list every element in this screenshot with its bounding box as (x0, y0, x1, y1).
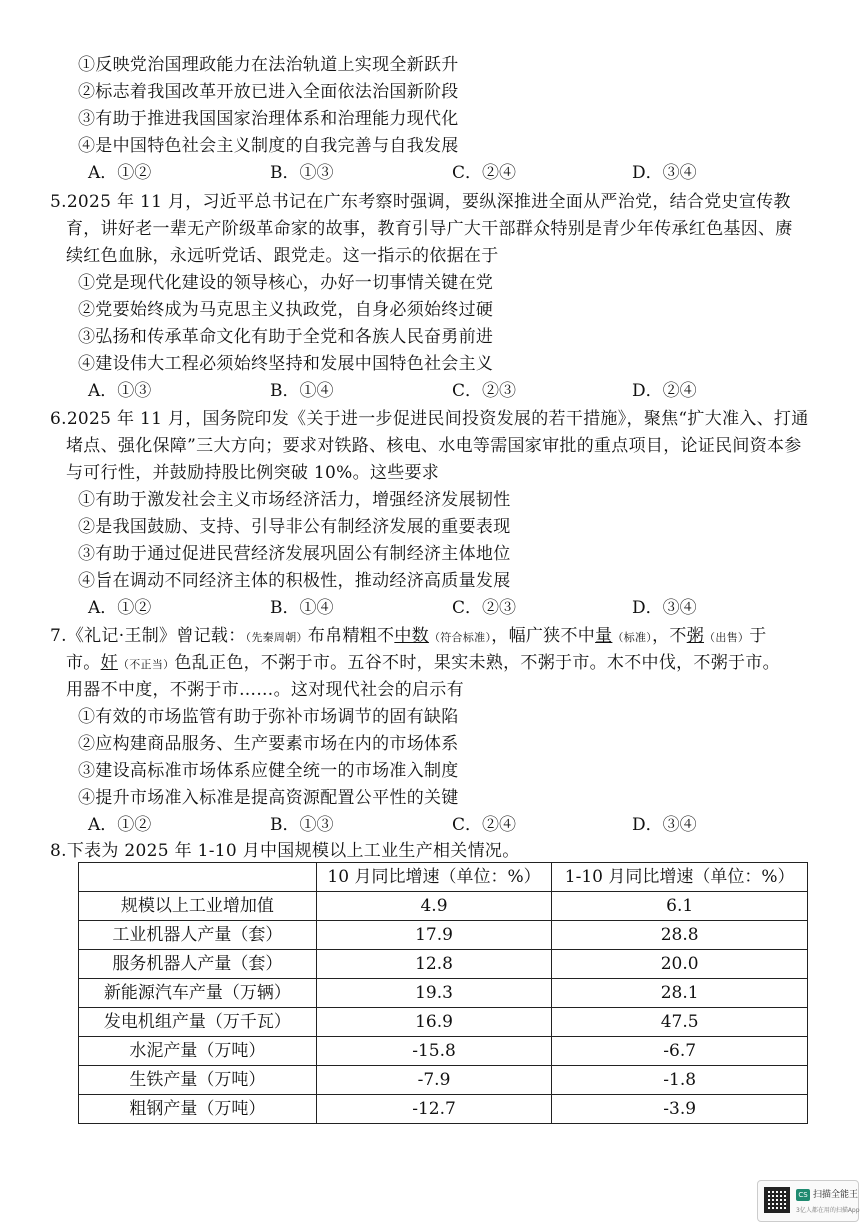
q7-option-4: ④提升市场准入标准是提高资源配置公平性的关键 (78, 788, 459, 808)
q7-option-1: ①有效的市场监管有助于弥补市场调节的固有缺陷 (78, 707, 459, 727)
q5-choice-a: A．①③ (88, 381, 152, 401)
q5-stem-line-3: 续红色血脉，永远听党话、跟党走。这一指示的依据在于 (66, 246, 499, 266)
q7-choice-a: A．①② (88, 815, 152, 835)
q7-annotation: （先秦周朝） (245, 631, 308, 644)
table-cell-item: 新能源汽车产量（万辆） (79, 979, 317, 1008)
q5-choice-b: B．①④ (270, 381, 334, 401)
table-row (79, 979, 808, 1008)
table-cell-value: 17.9 (316, 921, 552, 950)
q4-option-3: ③有助于推进我国国家治理体系和治理能力现代化 (78, 109, 459, 129)
q7-annotation: （出售） (704, 631, 750, 644)
table-header-jan-oct: 1-10 月同比增速（单位：%） (552, 863, 808, 892)
table-row (79, 1008, 808, 1037)
q4-option-4: ④是中国特色社会主义制度的自我完善与自我发展 (78, 136, 459, 156)
table-cell-value: -3.9 (552, 1095, 808, 1124)
q5-choice-c: C．②③ (452, 381, 517, 401)
q7-option-3: ③建设高标准市场体系应健全统一的市场准入制度 (78, 761, 459, 781)
table-cell-item: 规模以上工业增加值 (79, 892, 317, 921)
q5-option-3: ③弘扬和传承革命文化有助于全党和各族人民奋勇前进 (78, 327, 494, 347)
q6-stem-line-1: 6.2025 年 11 月，国务院印发《关于进一步促进民间投资发展的若干措施》，聚焦“扩大准入、打通 (50, 409, 809, 429)
q7-underlined-word: 中数 (394, 626, 429, 646)
q4-choice-c: C．②④ (452, 163, 517, 183)
q7-text: 于 (749, 626, 767, 646)
q7-stem-line-1 (50, 623, 767, 651)
table-cell-value: 47.5 (552, 1008, 808, 1037)
watermark-title: 扫描全能王 (813, 1190, 859, 1200)
table-cell-value: 19.3 (316, 979, 552, 1008)
q5-option-4: ④建设伟大工程必须始终坚持和发展中国特色社会主义 (78, 354, 494, 374)
q5-stem-line-2: 育，讲好老一辈无产阶级革命家的故事，教育引导广大干部群众特别是青少年传承红色基因、赓 (66, 219, 793, 239)
q5-option-1: ①党是现代化建设的领导核心，办好一切事情关键在党 (78, 273, 494, 293)
q7-underlined-word: 粥 (686, 626, 705, 646)
q4-option-1: ①反映党治国理政能力在法治轨道上实现全新跃升 (78, 55, 459, 75)
q4-choice-a: A．①② (88, 163, 152, 183)
qr-code-icon (764, 1187, 790, 1213)
table-header-row (79, 863, 808, 892)
q6-stem-line-3: 与可行性，并鼓励持股比例突破 10%。这些要求 (66, 463, 440, 483)
table-cell-item: 生铁产量（万吨） (79, 1066, 317, 1095)
table-cell-value: -6.7 (552, 1037, 808, 1066)
q5-option-2: ②党要始终成为马克思主义执政党，自身必须始终过硬 (78, 300, 494, 320)
q7-choice-d: D．③④ (632, 815, 697, 835)
q7-choice-c: C．②④ (452, 815, 517, 835)
table-cell-value: 12.8 (316, 950, 552, 979)
table-cell-value: 6.1 (552, 892, 808, 921)
q7-text: 7.《礼记·王制》曾记载： (50, 626, 246, 646)
q6-option-4: ④旨在调动不同经济主体的积极性，推动经济高质量发展 (78, 571, 511, 591)
table-cell-value: -7.9 (316, 1066, 552, 1095)
table-header-blank (79, 863, 317, 892)
q7-option-2: ②应构建商品服务、生产要素市场在内的市场体系 (78, 734, 459, 754)
q6-stem-line-2: 堵点、强化保障”三大方向；要求对铁路、核电、水电等需国家审批的重点项目，论证民间资本参 (66, 436, 802, 456)
table-cell-item: 发电机组产量（万千瓦） (79, 1008, 317, 1037)
table-cell-item: 工业机器人产量（套） (79, 921, 317, 950)
q5-choice-d: D．②④ (632, 381, 697, 401)
q6-option-1: ①有助于激发社会主义市场经济活力，增强经济发展韧性 (78, 490, 511, 510)
q4-choice-b: B．①③ (270, 163, 334, 183)
q6-option-2: ②是我国鼓励、支持、引导非公有制经济发展的重要表现 (78, 517, 511, 537)
table-cell-value: 28.8 (552, 921, 808, 950)
table-row (79, 921, 808, 950)
q7-annotation: （符合标准） (428, 631, 492, 644)
q7-text: ，不 (652, 626, 687, 646)
q4-choice-d: D．③④ (632, 163, 697, 183)
industrial-production-table (78, 862, 808, 1124)
table-cell-value: 20.0 (552, 950, 808, 979)
table-cell-item: 服务机器人产量（套） (79, 950, 317, 979)
table-cell-item: 粗钢产量（万吨） (79, 1095, 317, 1124)
q6-option-3: ③有助于通过促进民营经济发展巩固公有制经济主体地位 (78, 544, 511, 564)
table-row (79, 892, 808, 921)
q6-choice-c: C．②③ (452, 598, 517, 618)
q6-choice-d: D．③④ (632, 598, 697, 618)
table-row (79, 1037, 808, 1066)
q7-underlined-word: 量 (595, 626, 613, 646)
table-cell-value: -1.8 (552, 1066, 808, 1095)
q5-stem-line-1: 5.2025 年 11 月，习近平总书记在广东考察时强调，要纵深推进全面从严治党，结合党史宣传教 (50, 192, 791, 212)
table-header-october: 10 月同比增速（单位：%） (316, 863, 552, 892)
table-row (79, 950, 808, 979)
q6-choice-a: A．①② (88, 598, 152, 618)
table-cell-value: 4.9 (316, 892, 552, 921)
table-cell-value: -15.8 (316, 1037, 552, 1066)
table-cell-value: 16.9 (316, 1008, 552, 1037)
q7-text: 市。 (66, 653, 101, 673)
table-cell-value: 28.1 (552, 979, 808, 1008)
table-cell-value: -12.7 (316, 1095, 552, 1124)
q7-underlined-word: 奸 (100, 653, 118, 673)
table-cell-item: 水泥产量（万吨） (79, 1037, 317, 1066)
q7-stem-line-2 (66, 650, 780, 678)
q7-text: 布帛精粗不 (307, 626, 395, 646)
table-row (79, 1066, 808, 1095)
q7-annotation: （标准） (612, 631, 653, 644)
q7-choice-b: B．①③ (270, 815, 334, 835)
q8-stem: 8.下表为 2025 年 1-10 月中国规模以上工业生产相关情况。 (50, 841, 520, 861)
q7-annotation: （不正当） (117, 658, 175, 671)
q4-option-2: ②标志着我国改革开放已进入全面依法治国新阶段 (78, 82, 459, 102)
q7-stem-line-3: 用器不中度，不粥于市……。这对现代社会的启示有 (66, 680, 464, 700)
camscanner-logo-icon: CS (796, 1189, 810, 1201)
watermark-subtitle: 3亿人都在用的扫描App (796, 1207, 860, 1214)
q6-choice-b: B．①④ (270, 598, 334, 618)
q7-text: 色乱正色，不粥于市。五谷不时，果实未熟，不粥于市。木不中伐，不粥于市。 (174, 653, 780, 673)
table-row (79, 1095, 808, 1124)
q7-text: ，幅广狭不中 (491, 626, 596, 646)
scanner-watermark (757, 1180, 859, 1222)
